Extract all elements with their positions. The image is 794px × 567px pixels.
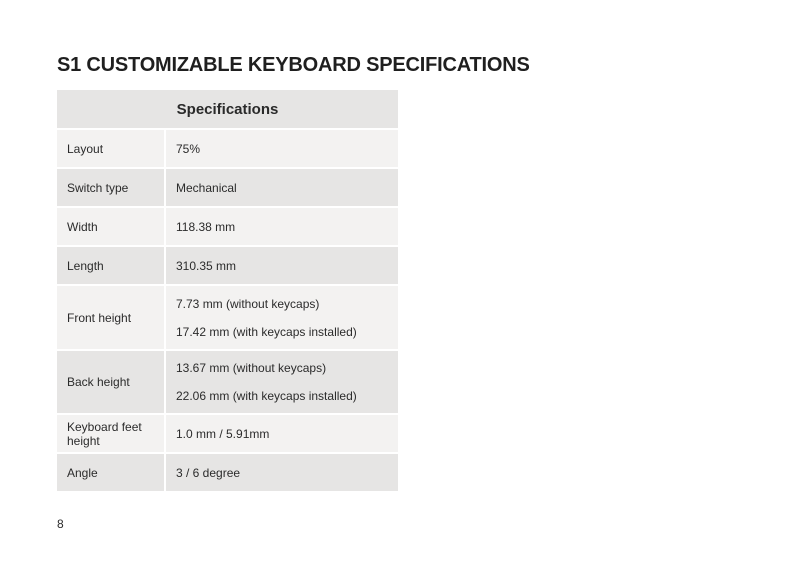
table-row-width: [57, 207, 398, 246]
table-row-back-height: [57, 350, 398, 414]
table-row-keyboard-feet-height: [57, 414, 398, 453]
value-line: 13.67 mm (without keycaps): [176, 361, 327, 375]
row-label: Length: [57, 246, 165, 285]
table-row-length: [57, 246, 398, 285]
table-row-layout: [57, 129, 398, 168]
value-line: 118.38 mm: [176, 219, 236, 234]
row-value: [165, 129, 398, 168]
row-value: [165, 350, 398, 414]
row-label: Angle: [57, 453, 165, 492]
table-header: Specifications: [57, 90, 398, 129]
value-line: 1.0 mm / 5.91mm: [176, 426, 270, 441]
row-label: Width: [57, 207, 165, 246]
row-value: [165, 246, 398, 285]
row-value: [165, 453, 398, 492]
row-label: Front height: [57, 285, 165, 350]
row-value: [165, 207, 398, 246]
row-label: Back height: [57, 350, 165, 414]
value-line: 17.42 mm (with keycaps installed): [176, 324, 357, 339]
row-label: Switch type: [57, 168, 165, 207]
value-line: 7.73 mm (without keycaps): [176, 296, 320, 311]
specifications-table: [57, 90, 398, 493]
table-header-row: [57, 90, 398, 129]
page-number: 8: [57, 517, 64, 531]
value-line: 75%: [176, 141, 201, 156]
table-row-angle: [57, 453, 398, 492]
page-title: S1 CUSTOMIZABLE KEYBOARD SPECIFICATIONS: [57, 54, 530, 76]
row-label: Layout: [57, 129, 165, 168]
table-row-switch-type: [57, 168, 398, 207]
row-value: [165, 414, 398, 453]
value-line: Mechanical: [176, 180, 237, 195]
row-value: [165, 168, 398, 207]
value-line: 3 / 6 degree: [176, 465, 241, 480]
row-label: Keyboard feet height: [57, 414, 165, 453]
value-line: 310.35 mm: [176, 258, 237, 273]
value-line: 22.06 mm (with keycaps installed): [176, 389, 357, 403]
row-value: [165, 285, 398, 350]
table-row-front-height: [57, 285, 398, 350]
